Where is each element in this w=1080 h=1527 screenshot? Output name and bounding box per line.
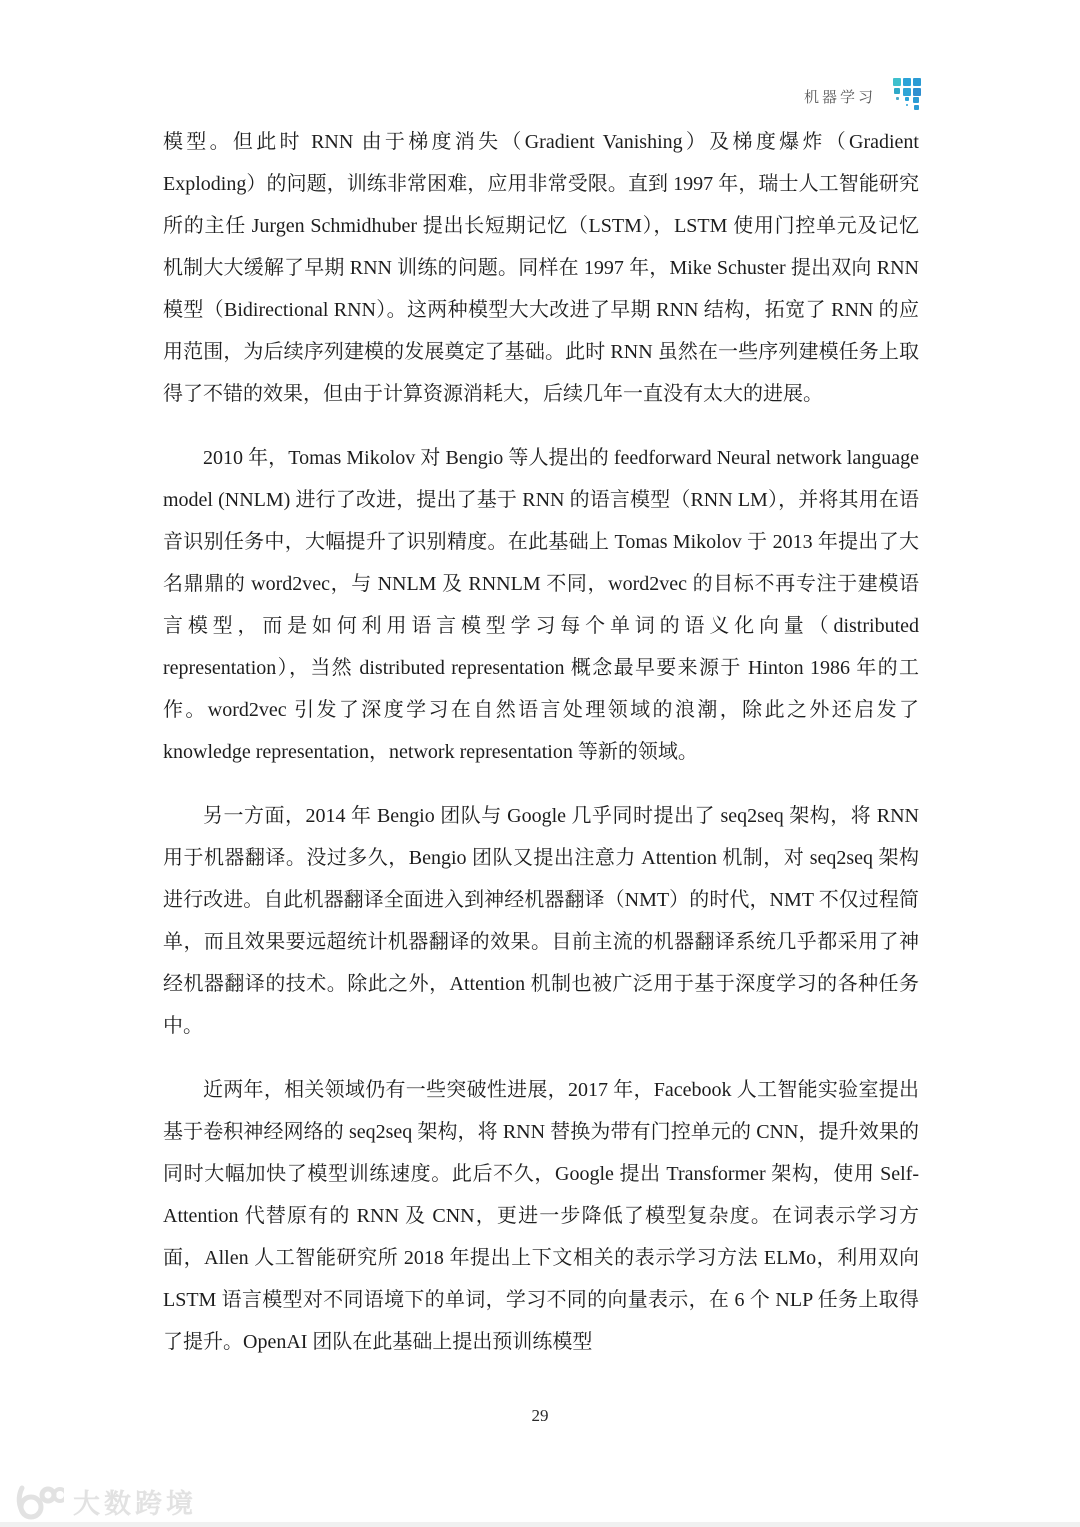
paragraph-rnn-history: 模型。但此时 RNN 由于梯度消失（Gradient Vanishing）及梯度爆炸（Gradient Exploding）的问题，训练非常困难，应用非常受限。直到 1997 年，瑞士人工智能研究所的主任 Jurgen Schmidhuber 提出长短期记忆（LSTM），LSTM 使用门控单元及记忆机制大大缓解了早期 RNN 训练的问题。同样在 1997 年，Mike Schuster 提出双向 RNN 模型（Bidirectional RNN）。这两种模型大大改进了早期 RNN 结构，拓宽了 RNN 的应用范围，为后续序列建模的发展奠定了基础。此时 RNN 虽然在一些序列建模任务上取得了不错的效果，但由于计算资源消耗大，后续几年一直没有太大的进展。 [163,131,919,405]
paragraph-word2vec: 2010 年，Tomas Mikolov 对 Bengio 等人提出的 feedforward Neural network language model (NNLM) 进行了改进，提出了基于 RNN 的语言模型（RNN LM），并将其用在语音识别任务中，大幅提升了识别精度。在此基础上 Tomas Mikolov 于 2013 年提出了大名鼎鼎的 word2vec，与 NNLM 及 RNNLM 不同，word2vec 的目标不再专注于建模语言模型，而是如何利用语言模型学习每个单词的语义化向量（distributed representation），当然 distributed representation 概念最早要来源于 Hinton 1986 年的工作。word2vec 引发了深度学习在自然语言处理领域的浪潮，除此之外还启发了 knowledge representation，network representation 等新的领域。 [163,447,919,763]
paragraph-seq2seq-nmt: 另一方面，2014 年 Bengio 团队与 Google 几乎同时提出了 seq2seq 架构，将 RNN 用于机器翻译。没过多久，Bengio 团队又提出注意力 Attention 机制，对 seq2seq 架构进行改进。自此机器翻译全面进入到神经机器翻译（NMT）的时代，NMT 不仅过程简单，而且效果要远超统计机器翻译的效果。目前主流的机器翻译系统几乎都采用了神经机器翻译的技术。除此之外，Attention 机制也被广泛用于基于深度学习的各种任务中。 [163,805,919,1037]
paragraph-transformer-elmo: 近两年，相关领域仍有一些突破性进展，2017 年，Facebook 人工智能实验室提出基于卷积神经网络的 seq2seq 架构，将 RNN 替换为带有门控单元的 CNN，提升效果的同时大幅加快了模型训练速度。此后不久，Google 提出 Transformer 架构，使用 Self-Attention 代替原有的 RNN 及 CNN，更进一步降低了模型复杂度。在词表示学习方面，Allen 人工智能研究所 2018 年提出上下文相关的表示学习方法 ELMo，利用双向 LSTM 语言模型对不同语境下的单词，学习不同的向量表示，在 6 个 NLP 任务上取得了提升。OpenAI 团队在此基础上提出预训练模型 [163,1079,919,1353]
page-header [804,78,923,111]
watermark-text: 大数跨境 [73,1489,197,1519]
page-edge-divider [0,1522,1080,1527]
pixel-grid-logo-icon [893,78,923,111]
document-body [163,121,919,1385]
page-number: 29 [531,1406,549,1425]
watermark [12,1482,197,1521]
header-title: 机器学习 [803,90,876,106]
watermark-logo-icon [12,1484,64,1520]
